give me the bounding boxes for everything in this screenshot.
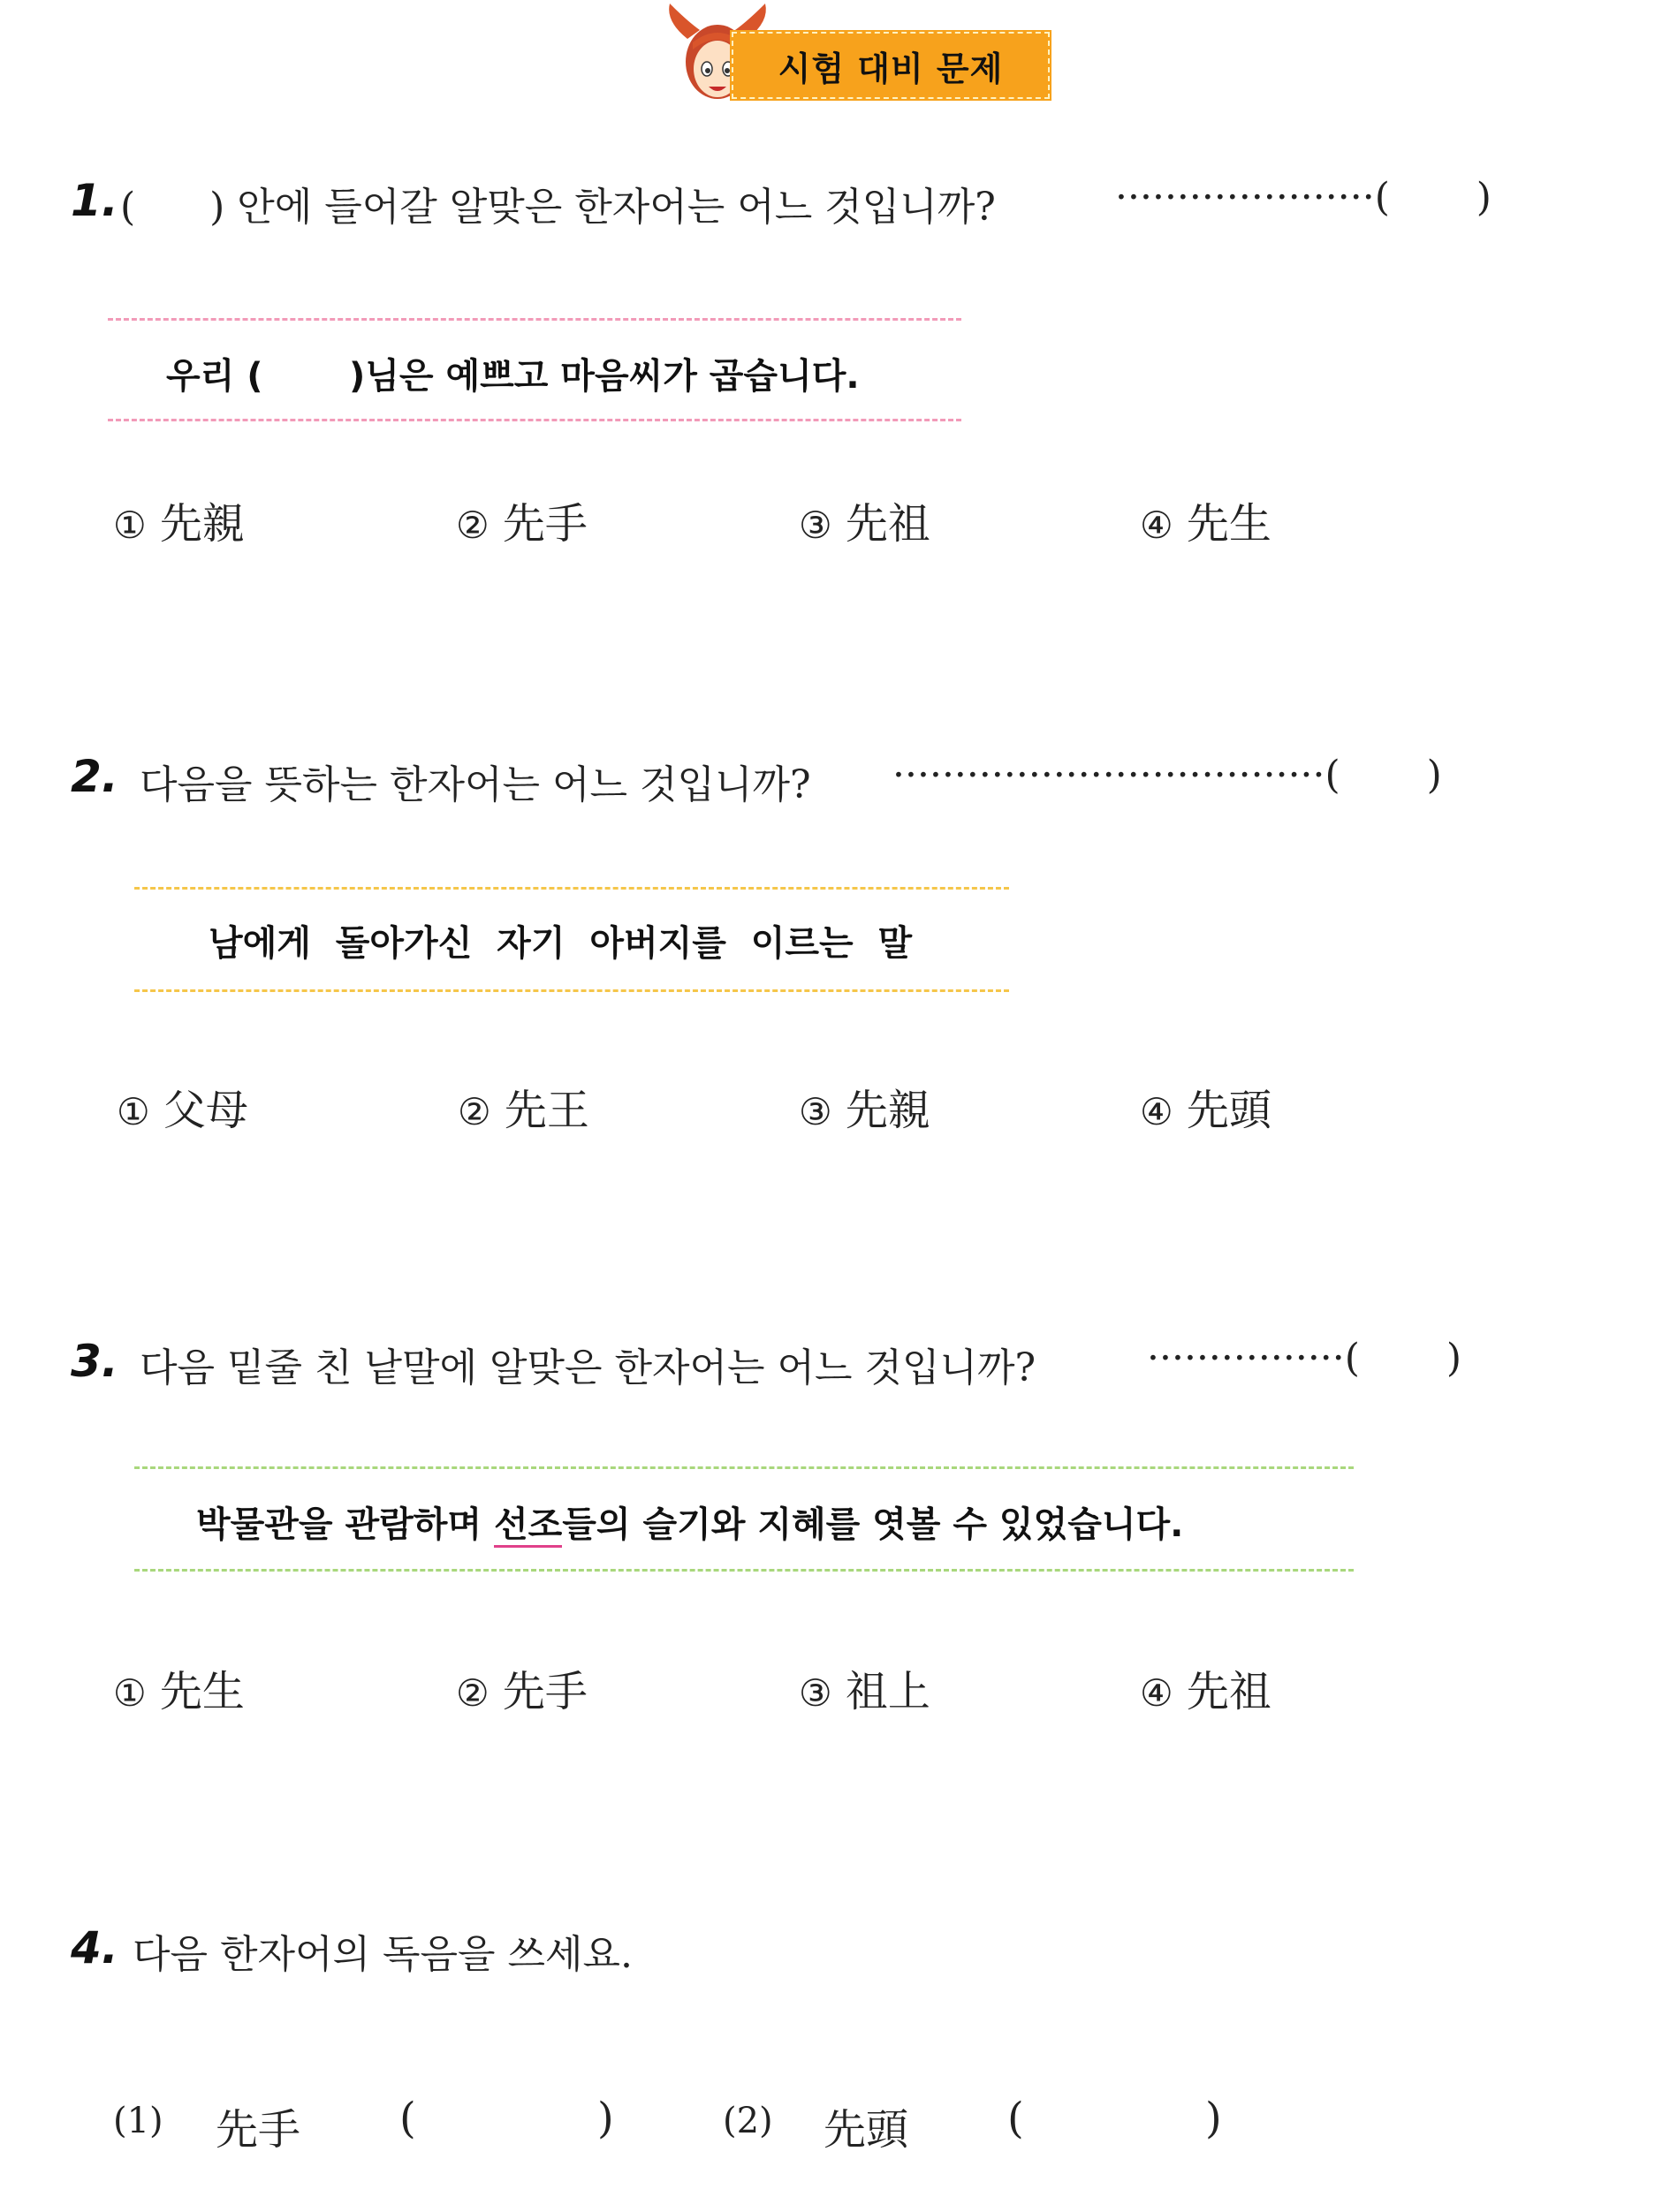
option-label: 先祖	[1186, 1667, 1271, 1716]
question-4-text: 다음 한자어의 독음을 쓰세요.	[133, 1932, 633, 1977]
question-4-item-2-label: 先頭	[824, 2105, 909, 2155]
option-mark: ①	[113, 504, 147, 547]
question-2-option-2[interactable]	[458, 1076, 589, 1137]
question-1-number: 1.	[71, 175, 118, 226]
option-label: 先生	[1186, 499, 1271, 549]
question-2-box-top-border	[134, 887, 1009, 890]
question-2-number: 2.	[71, 751, 118, 802]
question-3-answer-blank[interactable]: ················( )	[1147, 1336, 1462, 1381]
option-label: 先頭	[1186, 1086, 1271, 1135]
question-4-item-1-open[interactable]: (	[399, 2094, 416, 2143]
question-1-text: ( ) 안에 들어갈 알맞은 한자어는 어느 것입니까?	[120, 185, 996, 230]
question-4-item-1-mark: (1)	[113, 2101, 163, 2141]
question-4-item-2-close[interactable]: )	[1205, 2094, 1222, 2143]
question-1-option-2[interactable]	[456, 489, 588, 550]
option-mark: ①	[113, 1671, 147, 1715]
question-3-box-text	[196, 1496, 1183, 1547]
option-mark: ④	[1140, 1090, 1173, 1133]
option-mark: ③	[799, 1671, 832, 1715]
question-1-box-bottom-border	[108, 419, 961, 421]
question-3-option-3[interactable]	[799, 1657, 930, 1718]
option-mark: ④	[1140, 504, 1173, 547]
option-label: 先手	[502, 499, 588, 549]
option-label: 先生	[159, 1667, 245, 1716]
question-3-option-1[interactable]	[113, 1657, 245, 1718]
question-2-answer-blank[interactable]: ···································( )	[892, 753, 1442, 798]
option-label: 先手	[502, 1667, 588, 1716]
question-1-option-3[interactable]	[799, 489, 930, 550]
question-4-number: 4.	[71, 1922, 118, 1973]
option-mark: ②	[456, 504, 490, 547]
box-text-before: 박물관을 관람하며	[196, 1504, 494, 1545]
question-4-item-1-close[interactable]: )	[597, 2094, 614, 2143]
question-1-option-1[interactable]	[113, 489, 245, 550]
question-4-item-2-mark: (2)	[723, 2101, 773, 2141]
option-label: 先祖	[845, 499, 930, 549]
question-2-box-bottom-border	[134, 989, 1009, 992]
option-label: 先親	[159, 499, 245, 549]
option-mark: ③	[799, 504, 832, 547]
question-1-box-text: 우리 ( )님은 예쁘고 마음씨가 곱습니다.	[166, 356, 860, 397]
question-2-option-1[interactable]	[117, 1076, 248, 1137]
option-label: 父母	[163, 1086, 248, 1135]
question-4-item-1-label: 先手	[216, 2105, 301, 2155]
option-label: 祖上	[845, 1667, 930, 1716]
underlined-word: 선조	[494, 1504, 562, 1548]
section-title: 시험 대비 문제	[778, 49, 1004, 88]
question-2-option-4[interactable]	[1140, 1076, 1271, 1137]
question-1-box-top-border	[108, 318, 961, 321]
question-2-option-3[interactable]	[799, 1076, 930, 1137]
question-1-answer-blank[interactable]: ·····················( )	[1115, 175, 1492, 220]
question-3-box-bottom-border	[134, 1569, 1354, 1572]
question-2-box-text: 남에게 돌아가신 자기 아버지를 이르는 말	[209, 923, 913, 964]
section-title-badge	[732, 32, 1050, 99]
option-mark: ④	[1140, 1671, 1173, 1715]
question-3-box-top-border	[134, 1466, 1354, 1469]
question-3-text: 다음 밑줄 친 낱말에 알맞은 한자어는 어느 것입니까?	[140, 1345, 1036, 1390]
option-mark: ①	[117, 1090, 150, 1133]
question-3-option-2[interactable]	[456, 1657, 588, 1718]
question-3-number: 3.	[71, 1336, 118, 1387]
option-mark: ②	[458, 1090, 491, 1133]
option-label: 先親	[845, 1086, 930, 1135]
question-1-option-4[interactable]	[1140, 489, 1271, 550]
option-mark: ②	[456, 1671, 490, 1715]
question-3-option-4[interactable]	[1140, 1657, 1271, 1718]
box-text-after: 들의 슬기와 지혜를 엿볼 수 있었습니다.	[562, 1504, 1184, 1545]
question-4-item-2-open[interactable]: (	[1007, 2094, 1024, 2143]
option-mark: ③	[799, 1090, 832, 1133]
question-2-text: 다음을 뜻하는 한자어는 어느 것입니까?	[140, 762, 811, 807]
option-label: 先王	[504, 1086, 589, 1135]
